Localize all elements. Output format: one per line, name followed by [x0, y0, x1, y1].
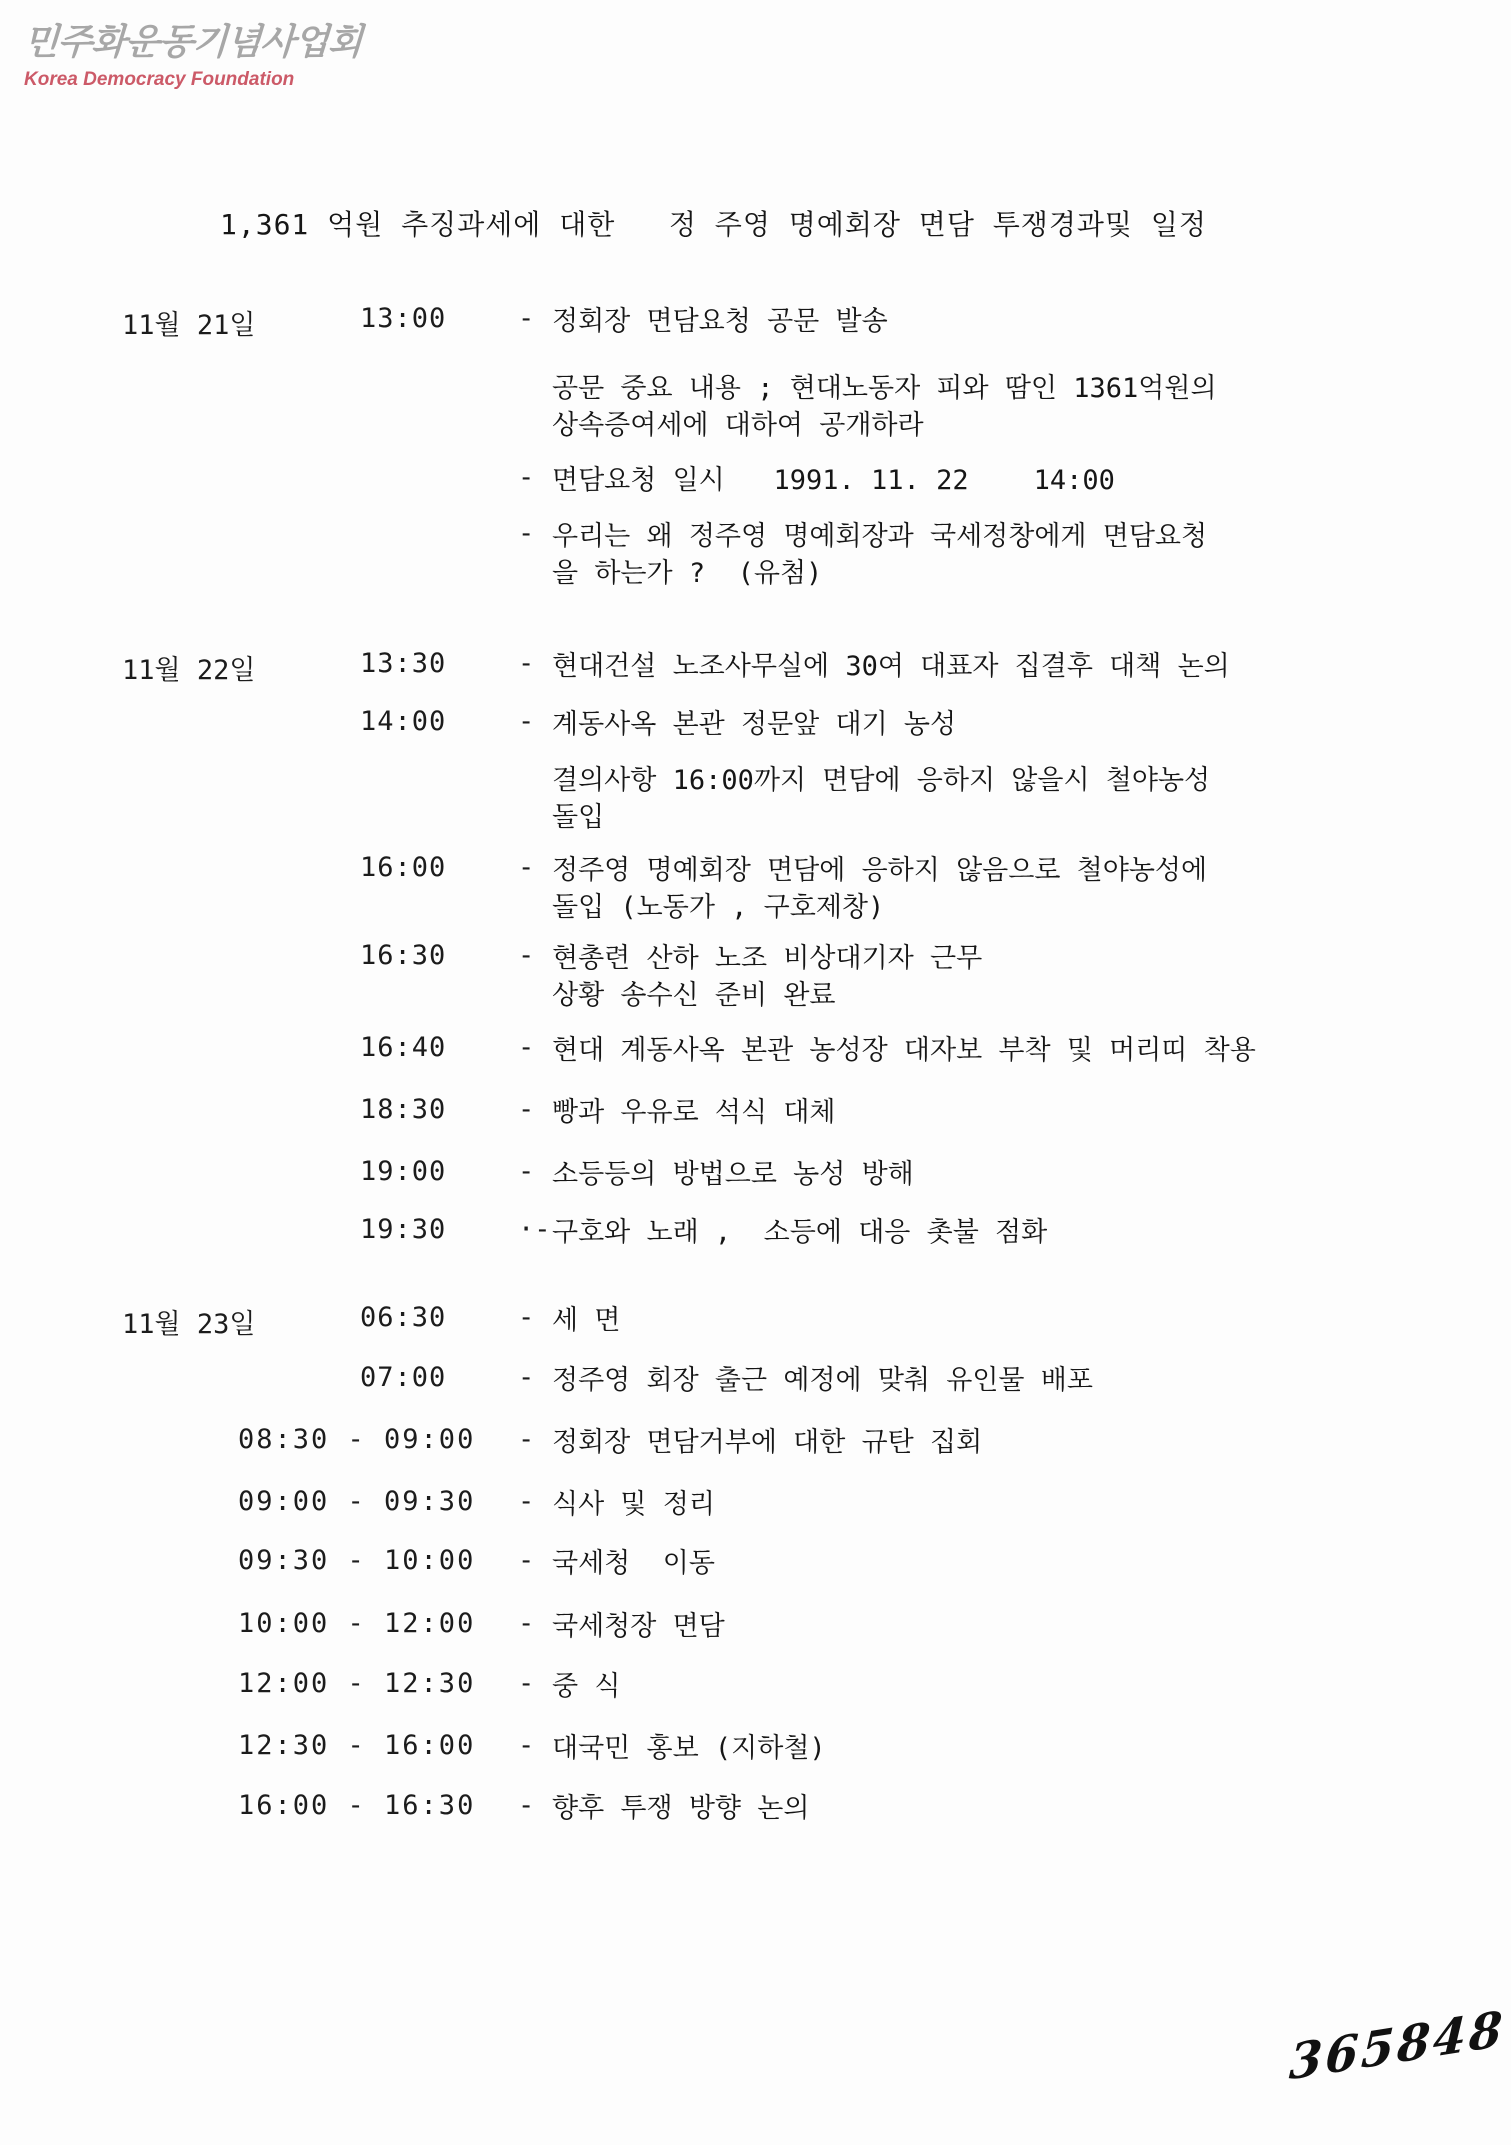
time-range-label: 12:30 - 16:00 — [238, 1730, 476, 1761]
bullet-dash: - — [518, 1424, 535, 1455]
entry-text: 향후 투쟁 방향 논의 — [552, 1793, 810, 1824]
time-label: 16:40 — [360, 1032, 447, 1063]
entry-text: 현대 계동사옥 본관 농성장 대자보 부착 및 머리띠 착용 — [552, 1035, 1256, 1066]
bullet-dash: - — [518, 1362, 535, 1393]
entry-text: 정회장 면담거부에 대한 규탄 집회 — [552, 1427, 983, 1458]
entry-text: 구호와 노래 , 소등에 대응 촛불 점화 — [552, 1217, 1048, 1248]
entry-text: 세 면 — [552, 1305, 621, 1336]
entry-text: 공문 중요 내용 ; 현대노동자 피와 땀인 1361억원의 — [552, 373, 1217, 404]
date-label: 11월 22일 — [122, 655, 256, 686]
bullet-dash: - — [518, 1094, 535, 1125]
time-label: 16:00 — [360, 852, 447, 883]
time-range-label: 10:00 - 12:00 — [238, 1608, 476, 1639]
entry-text: 대국민 홍보 (지하철) — [552, 1733, 826, 1764]
time-range-label: 09:30 - 10:00 — [238, 1545, 476, 1576]
bullet-dash: - — [518, 1486, 535, 1517]
time-label: 19:30 — [360, 1214, 447, 1245]
entry-text: 국세청장 면담 — [552, 1611, 725, 1642]
entry-text: 정주영 명예회장 면담에 응하지 않음으로 철야농성에 — [552, 855, 1208, 886]
entry-text: 정주영 회장 출근 예정에 맞춰 유인물 배포 — [552, 1365, 1093, 1396]
bullet-dash: - — [518, 462, 535, 493]
entry-text: 결의사항 16:00까지 면담에 응하지 않을시 철야농성 — [552, 765, 1211, 796]
entry-text: 식사 및 정리 — [552, 1489, 715, 1520]
bullet-dash: - — [518, 940, 535, 971]
bullet-dash: - — [518, 1156, 535, 1187]
entry-text: 계동사옥 본관 정문앞 대기 농성 — [552, 709, 957, 740]
bullet-dash: - — [518, 1545, 535, 1576]
time-label: 06:30 — [360, 1302, 447, 1333]
bullet-dash: - — [518, 1608, 535, 1639]
bullet-dash: - — [518, 518, 535, 549]
handwritten-archive-number: 365848 — [1287, 2000, 1507, 2092]
foundation-logo — [24, 14, 362, 91]
entry-text: 상속증여세에 대하여 공개하라 — [552, 410, 924, 441]
entry-text: 현총련 산하 노조 비상대기자 근무 — [552, 943, 983, 974]
time-label: 16:30 — [360, 940, 447, 971]
bullet-dash: - — [518, 1730, 535, 1761]
entry-text: 우리는 왜 정주영 명예회장과 국세정창에게 면담요청 — [552, 521, 1208, 552]
entry-text: 현대건설 노조사무실에 30여 대표자 집결후 대책 논의 — [552, 651, 1230, 682]
time-label: 18:30 — [360, 1094, 447, 1125]
time-range-label: 12:00 - 12:30 — [238, 1668, 476, 1699]
entry-text: 국세청 이동 — [552, 1548, 715, 1579]
bullet-dash: - — [518, 852, 535, 883]
entry-text: 정회장 면담요청 공문 발송 — [552, 306, 888, 337]
time-label: 13:00 — [360, 303, 447, 334]
entry-text: 소등등의 방법으로 농성 방해 — [552, 1159, 914, 1190]
bullet-dash: - — [518, 303, 535, 334]
bullet-dash: - — [518, 1668, 535, 1699]
time-label: 19:00 — [360, 1156, 447, 1187]
entry-text: 돌입 — [552, 802, 605, 833]
entry-text: 면담요청 일시 1991. 11. 22 14:00 — [552, 465, 1115, 496]
entry-text: 돌입 (노동가 , 구호제창) — [552, 892, 885, 923]
time-label: 14:00 — [360, 706, 447, 737]
bullet-dash: - — [518, 1790, 535, 1821]
time-range-label: 16:00 - 16:30 — [238, 1790, 476, 1821]
foundation-logo-korean: 민주화운동기념사업회 — [22, 21, 363, 63]
bullet-dash: - — [518, 648, 535, 679]
foundation-logo-english: Korea Democracy Foundation — [24, 69, 295, 90]
time-range-label: 08:30 - 09:00 — [238, 1424, 476, 1455]
entry-text: 빵과 우유로 석식 대체 — [552, 1097, 836, 1128]
bullet-dash: - — [518, 706, 535, 737]
time-label: 13:30 — [360, 648, 447, 679]
entry-text: 상황 송수신 준비 완료 — [552, 980, 836, 1011]
date-label: 11월 21일 — [122, 310, 256, 341]
bullet-dash: - — [518, 1032, 535, 1063]
date-label: 11월 23일 — [122, 1309, 256, 1340]
document-title: 1,361 억원 추징과세에 대한 정 주영 명예회장 면담 투쟁경과및 일정 — [220, 208, 1207, 241]
time-range-label: 09:00 - 09:30 — [238, 1486, 476, 1517]
time-label: 07:00 — [360, 1362, 447, 1393]
entry-text: 을 하는가 ? (유첨) — [552, 558, 823, 589]
entry-text: 중 식 — [552, 1671, 621, 1702]
bullet-dash: - — [518, 1302, 535, 1333]
bullet-dash: ·- — [518, 1214, 551, 1245]
